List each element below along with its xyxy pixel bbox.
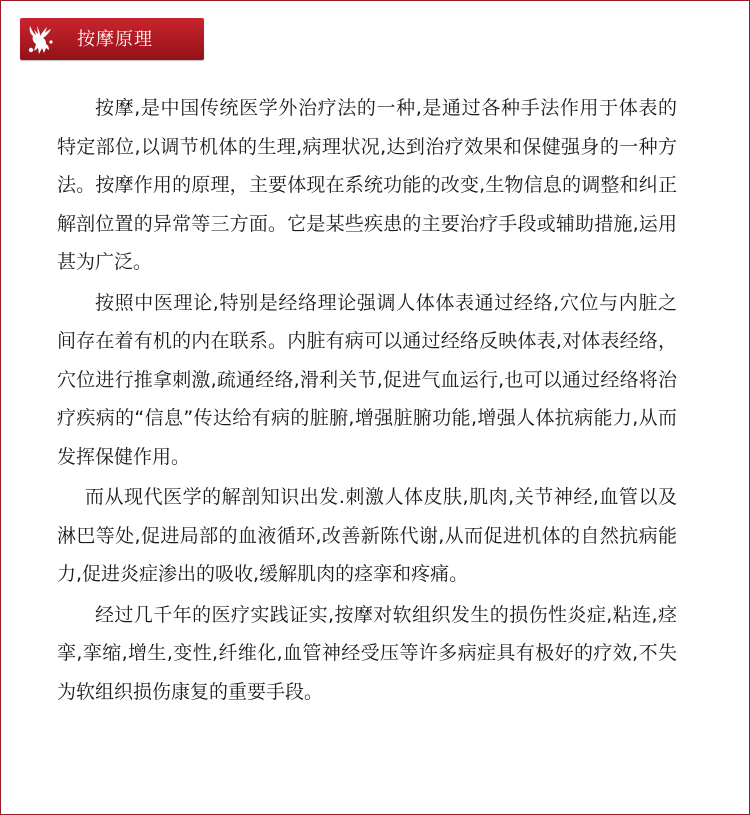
deer-antler-logo-icon [22, 20, 58, 58]
paragraph-3: 而从现代医学的解剖知识出发.刺激人体皮肤,肌肉,关节神经,血管以及淋巴等处,促进局部的血液循环,改善新陈代谢,从而促进机体的自然抗病能力,促进炎症渗出的吸收,缓解肌肉的痉挛和疼痛。 [57, 486, 677, 585]
paragraph-4: 经过几千年的医疗实践证实,按摩对软组织发生的损伤性炎症,粘连,痉挛,挛缩,增生,变性,纤维化,血管神经受压等许多病症具有极好的疗效,不失为软组织损伤康复的重要手段。 [57, 603, 677, 703]
section-title: 按摩原理 [77, 29, 153, 50]
article-body [57, 89, 677, 713]
paragraph-2: 按照中医理论,特别是经络理论强调人体体表通过经络,穴位与内脏之间存在着有机的内在联系。内脏有病可以通过经络反映体表,对体表经络，穴位进行推拿刺激,疏通经络,滑利关节,促进气血运行,也可以通过经络将治疗疾病的“信息”传达给有病的脏腑,增强脏腑功能,增强人体抗病能力,从而发挥保健作用。 [57, 291, 677, 468]
paragraph-1: 按摩,是中国传统医学外治疗法的一种,是通过各种手法作用于体表的特定部位,以调节机体的生理,病理状况,达到治疗效果和保健强身的一种方法。按摩作用的原理，主要体现在系统功能的改变,生物信息的调整和纠正解剖位置的异常等三方面。它是某些疾患的主要治疗手段或辅助措施,运用甚为广泛。 [57, 97, 677, 273]
section-header [20, 18, 204, 60]
